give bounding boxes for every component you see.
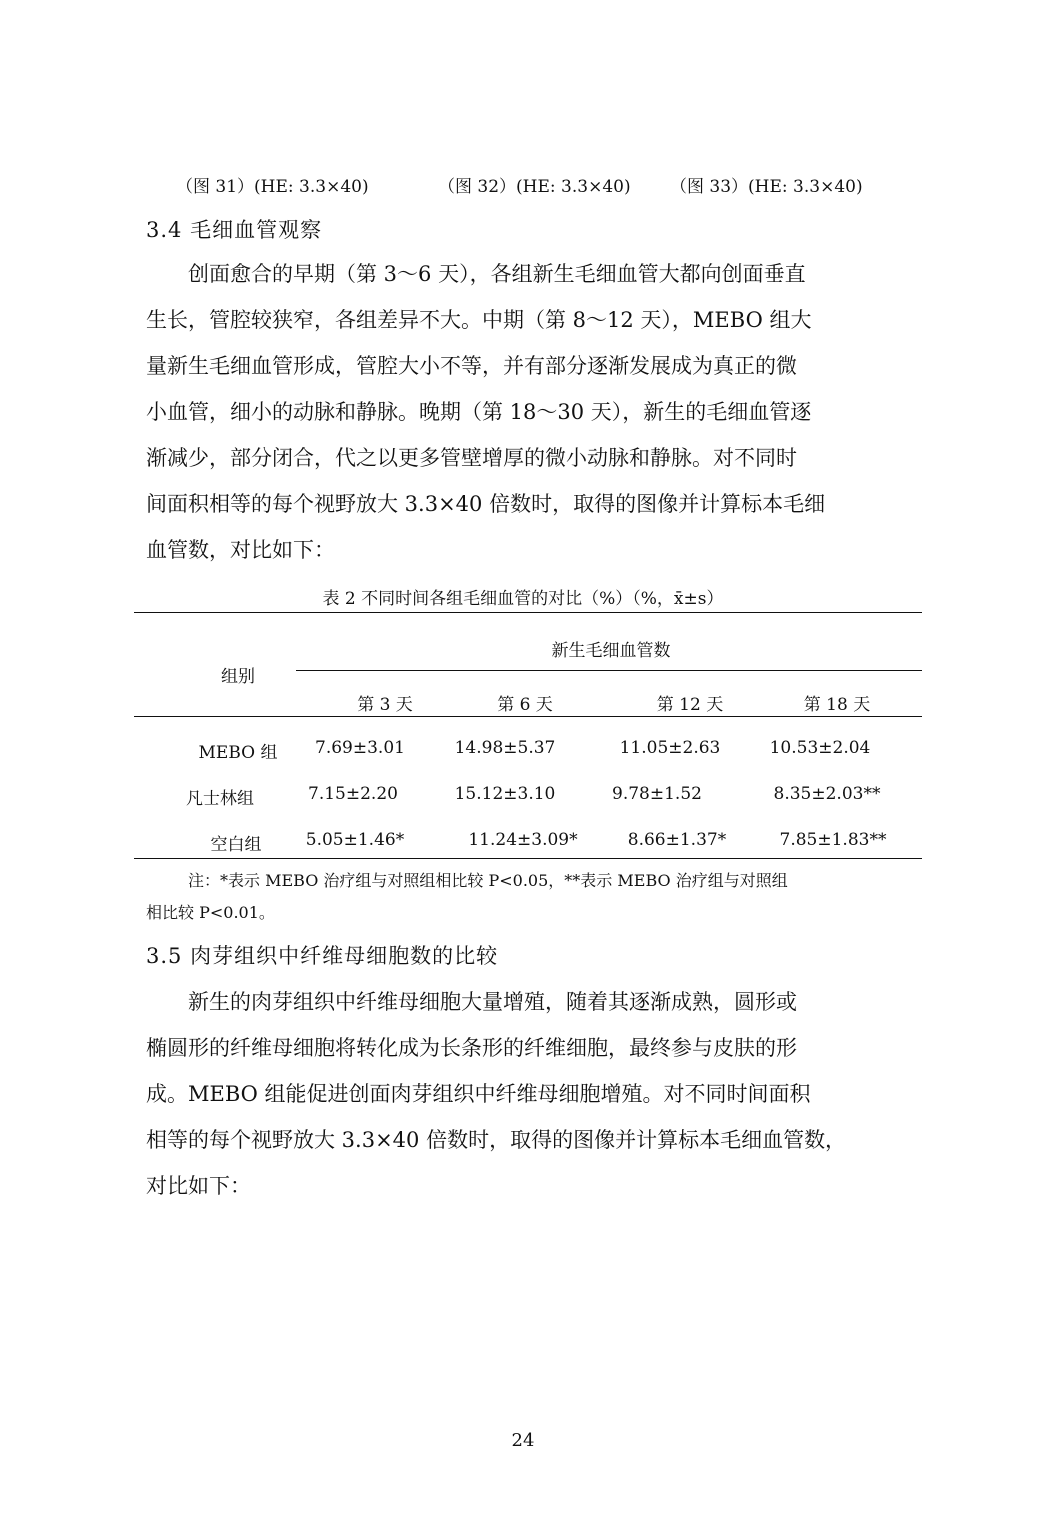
- table-cell: 11.24±3.09*: [468, 830, 578, 850]
- section-heading-3-4: 3.4 毛细血管观察: [146, 218, 323, 242]
- table-span-header: 新生毛细血管数: [551, 641, 671, 661]
- table-column-header: 第 18 天: [803, 695, 871, 715]
- table-column-header: 第 6 天: [497, 695, 553, 715]
- paragraph-line: 血管数，对比如下：: [146, 538, 335, 562]
- page-number: 24: [511, 1430, 535, 1451]
- table-cell: 11.05±2.63: [619, 738, 721, 758]
- table-column-header: 第 12 天: [656, 695, 724, 715]
- table-cell: 7.15±2.20: [308, 784, 398, 804]
- table-cell: 5.05±1.46*: [305, 830, 405, 850]
- paragraph-line: 相等的每个视野放大 3.3×40 倍数时，取得的图像并计算标本毛细血管数，: [146, 1128, 847, 1152]
- table-header-divider: [296, 670, 922, 671]
- paragraph-line: 渐减少，部分闭合，代之以更多管壁增厚的微小动脉和静脉。对不同时: [146, 446, 797, 470]
- table-row-label: MEBO 组: [198, 743, 278, 763]
- table-cell: 15.12±3.10: [454, 784, 556, 804]
- table-cell: 8.35±2.03**: [773, 784, 881, 804]
- table-row-label: 凡士林组: [186, 789, 254, 809]
- paragraph-line: 对比如下：: [146, 1174, 251, 1198]
- table-note: 注：*表示 MEBO 治疗组与对照组相比较 P<0.05，**表示 MEBO 治疗组与对照组: [188, 871, 788, 890]
- table-group-header: 组别: [221, 667, 255, 687]
- paragraph-line: 创面愈合的早期（第 3～6 天），各组新生毛细血管大都向创面垂直: [188, 262, 806, 286]
- table-cell: 9.78±1.52: [612, 784, 702, 804]
- table-cell: 8.66±1.37*: [627, 830, 727, 850]
- table-column-header: 第 3 天: [357, 695, 413, 715]
- paragraph-line: 成。MEBO 组能促进创面肉芽组织中纤维母细胞增殖。对不同时间面积: [146, 1082, 811, 1106]
- table-top-rule: [134, 612, 922, 613]
- table-cell: 7.85±1.83**: [779, 830, 887, 850]
- paragraph-line: 椭圆形的纤维母细胞将转化成为长条形的纤维细胞，最终参与皮肤的形: [146, 1036, 797, 1060]
- table-title: 表 2 不同时间各组毛细血管的对比（%）（%，x̄±s）: [322, 589, 724, 609]
- figure-caption-31: （图 31）(HE: 3.3×40): [176, 177, 369, 197]
- figure-caption-32: （图 32）(HE: 3.3×40): [438, 177, 631, 197]
- table-note: 相比较 P<0.01。: [146, 903, 275, 922]
- table-cell: 7.69±3.01: [315, 738, 405, 758]
- table-cell: 10.53±2.04: [769, 738, 871, 758]
- table-cell: 14.98±5.37: [454, 738, 556, 758]
- paragraph-line: 新生的肉芽组织中纤维母细胞大量增殖，随着其逐渐成熟，圆形或: [188, 990, 797, 1014]
- table-mid-rule: [134, 716, 922, 717]
- paragraph-line: 量新生毛细血管形成，管腔大小不等，并有部分逐渐发展成为真正的微: [146, 354, 797, 378]
- figure-caption-33: （图 33）(HE: 3.3×40): [670, 177, 863, 197]
- paragraph-line: 生长，管腔较狭窄，各组差异不大。中期（第 8～12 天），MEBO 组大: [146, 308, 812, 332]
- paragraph-line: 小血管，细小的动脉和静脉。晚期（第 18～30 天），新生的毛细血管逐: [146, 400, 812, 424]
- table-bottom-rule: [134, 858, 922, 859]
- section-heading-3-5: 3.5 肉芽组织中纤维母细胞数的比较: [146, 944, 499, 968]
- table-row-label: 空白组: [210, 835, 262, 855]
- paragraph-line: 间面积相等的每个视野放大 3.3×40 倍数时，取得的图像并计算标本毛细: [146, 492, 826, 516]
